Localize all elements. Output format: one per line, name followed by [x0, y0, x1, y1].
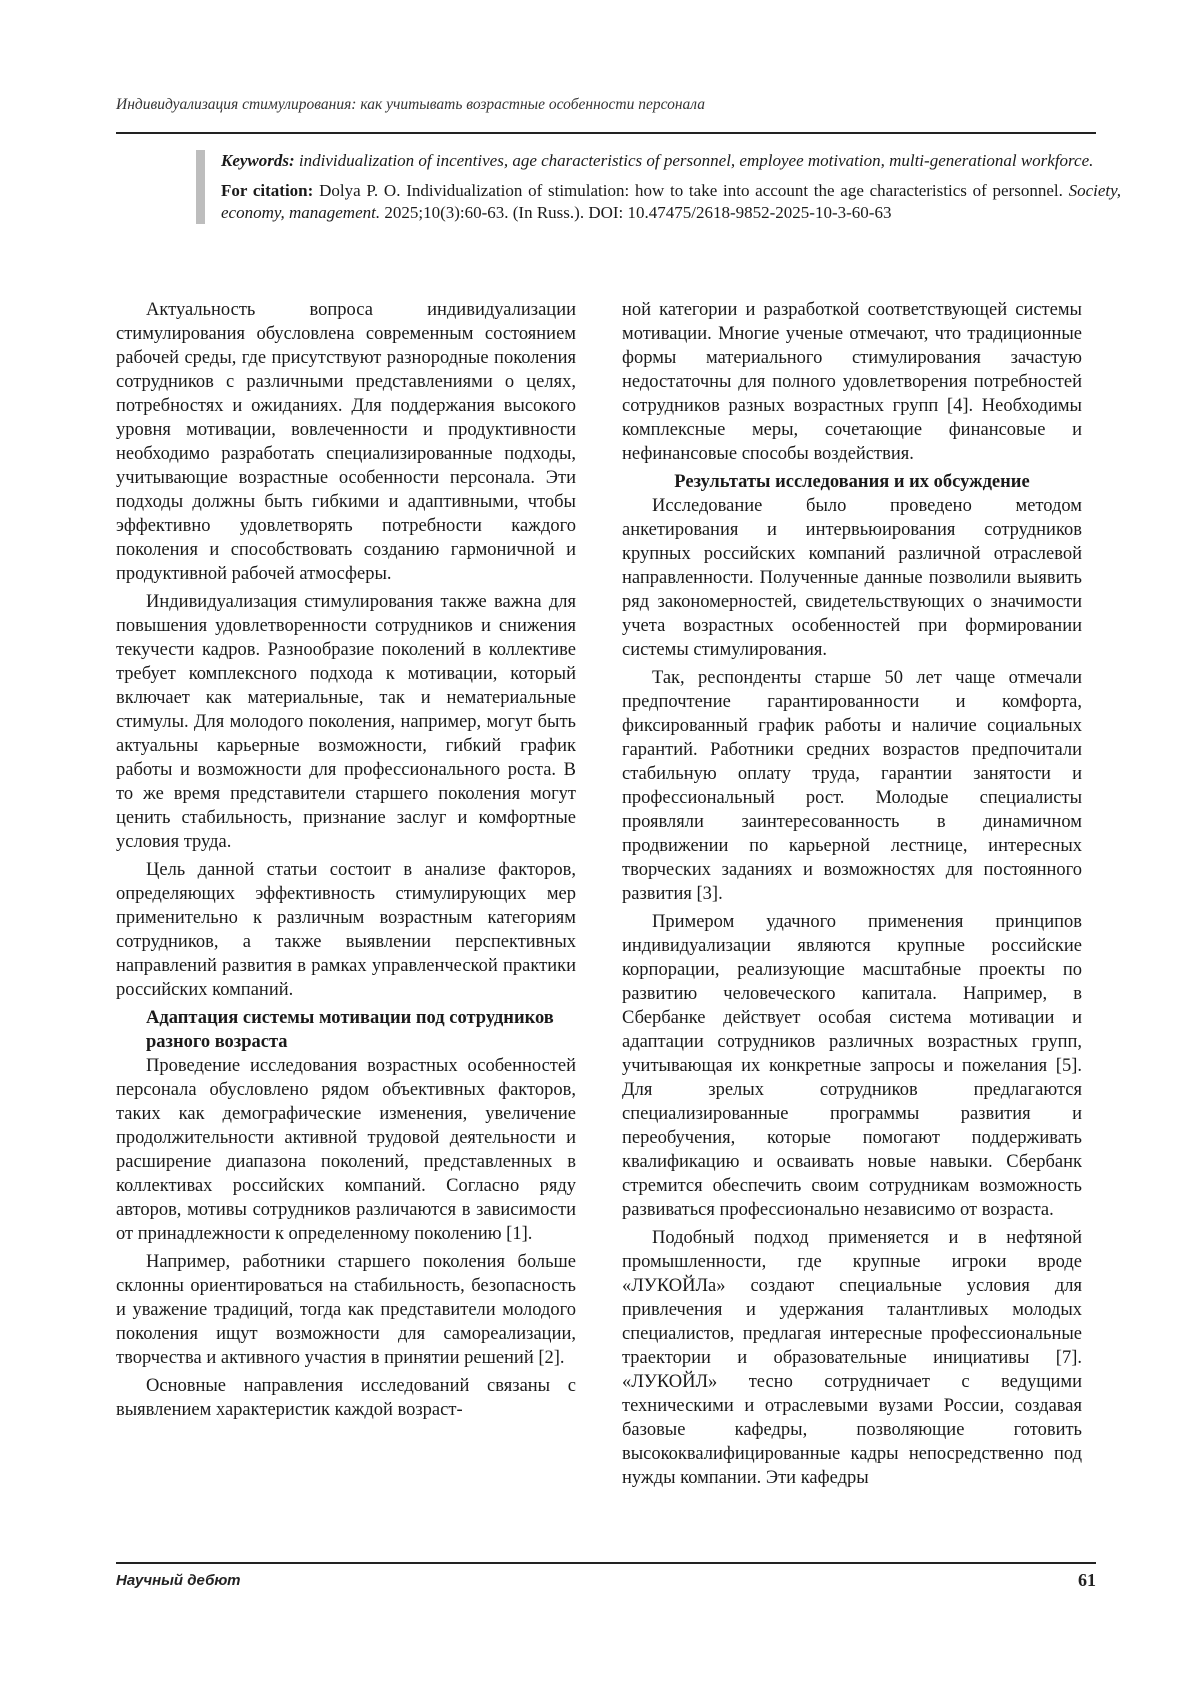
left-paragraph-1: Актуальность вопроса индивидуализации стимулирования обусловлена современным состоянием рабочей среды, где присутствуют разнородные поколения сотрудников с различными представлениями о целях, потребностях и ожиданиях. Для поддержания высокого уровня мотивации, вовлеченности и продуктивности необходимо разработать специализированные подходы, учитывающие возрастные особенности персонала. Эти подходы должны быть гибкими и адаптивными, чтобы эффективно удовлетворять потребности каждого поколения и способствовать созданию гармоничной и продуктивной рабочей атмосферы.: [116, 300, 576, 584]
left-paragraph-3: Цель данной статьи состоит в анализе факторов, определяющих эффективность стимулирующих мер применительно к различным возрастным категориям сотрудников, а также выявлении перспективных направлений развития в рамках управленческой практики российских компаний.: [116, 860, 576, 1000]
citation-journal: Society, economy, management.: [221, 181, 1122, 222]
footer-journal-name: Научный дебют: [116, 1572, 241, 1589]
header-divider: [116, 132, 1096, 134]
left-paragraph-5: Например, работники старшего поколения больше склонны ориентироваться на стабильность, безопасность и уважение традиций, тогда как представители молодого поколения ищут возможности для самореализации, творчества и активного участия в принятии решений [2].: [116, 1252, 576, 1368]
right-paragraph-3: Примером удачного применения принципов индивидуализации являются крупные российские корпорации, реализующие масштабные проекты по развитию человеческого капитала. Например, в Сбербанке действует особая система мотивации и адаптации сотрудников различных возрастных групп, учитывающая их конкретные запросы и пожелания [5]. Для зрелых сотрудников предлагаются специализированные программы развития и переобучения, которые помогают поддерживать квалификацию и осваивать новые навыки. Сбербанк стремится обеспечить своим сотрудникам возможность развиваться профессионально независимо от возраста.: [622, 912, 1082, 1220]
keywords-label: Keywords:: [221, 151, 295, 170]
citation-paragraph: [221, 180, 1121, 224]
running-title: Индивидуализация стимулирования: как учитывать возрастные особенности персонала: [116, 96, 705, 113]
citation-part1: Dolya P. O. Individualization of stimulation: how to take into account the age characteristics of personnel.: [319, 181, 1063, 200]
footer-divider: [116, 1562, 1096, 1564]
left-paragraph-4: Проведение исследования возрастных особенностей персонала обусловлено рядом объективных факторов, таких как демографические изменения, увеличение продолжительности активной трудовой деятельности и расширение диапазона поколений, представленных в коллективах российских компаний. Согласно ряду авторов, мотивы сотрудников различаются в зависимости от принадлежности к определенному поколению [1].: [116, 1056, 576, 1244]
right-paragraph-2: Так, респонденты старше 50 лет чаще отмечали предпочтение гарантированности и комфорта, фиксированный график работы и наличие социальных гарантий. Работники средних возрастов предпочитали стабильную оплату труда, гарантии занятости и профессиональный рост. Молодые специалисты проявляли заинтересованность в динамичном продвижении по карьерной лестнице, интересных творческих заданиях и возможностях для постоянного развития [3].: [622, 668, 1082, 904]
keywords-paragraph: [221, 150, 1121, 172]
left-column: [116, 298, 576, 1426]
left-paragraph-2: Индивидуализация стимулирования также важна для повышения удовлетворенности сотрудников и снижения текучести кадров. Разнообразие поколений в коллективе требует комплексного подхода к мотивации, который включает как материальные, так и нематериальные стимулы. Для молодого поколения, например, могут быть актуальны карьерные возможности, гибкий график работы и возможности для профессионального роста. В то же время представители старшего поколения могут ценить стабильность, признание заслуг и комфортные условия труда.: [116, 592, 576, 852]
right-paragraph-4: Подобный подход применяется и в нефтяной промышленности, где крупные игроки вроде «ЛУКОЙЛа» создают специальные условия для привлечения и удержания талантливых молодых специалистов, предлагая интересные профессиональные траектории и образовательные инициативы [7]. «ЛУКОЙЛ» тесно сотрудничает с ведущими техническими и отраслевыми вузами России, создавая базовые кафедры, позволяющие готовить высококвалифицированные кадры непосредственно под нужды компании. Эти кафедры: [622, 1228, 1082, 1488]
right-paragraph-continued: ной категории и разработкой соответствующей системы мотивации. Многие ученые отмечают, что традиционные формы материального стимулирования зачастую недостаточны для полного удовлетворения потребностей сотрудников разных возрастных групп [4]. Необходимы комплексные меры, сочетающие финансовые и нефинансовые способы воздействия.: [622, 300, 1082, 464]
citation-part2: 2025;10(3):60-63. (In Russ.). DOI: 10.47475/2618-9852-2025-10-3-60-63: [384, 203, 892, 222]
right-paragraph-1: Исследование было проведено методом анкетирования и интервьюирования сотрудников крупных российских компаний различной отраслевой направленности. Полученные данные позволили выявить ряд закономерностей, свидетельствующих о значимости учета возрастных особенностей при формировании системы стимулирования.: [622, 496, 1082, 660]
citation-label: For citation:: [221, 181, 314, 200]
keywords-text: individualization of incentives, age characteristics of personnel, employee motivation, multi-generational workforce.: [298, 151, 1094, 170]
section-heading-adaptation: Адаптация системы мотивации под сотрудников разного возраста: [146, 1008, 554, 1052]
section-heading-results: Результаты исследования и их обсуждение: [674, 472, 1030, 492]
right-column: [622, 298, 1082, 1494]
page-number: 61: [1078, 1570, 1096, 1590]
keywords-citation-block: [196, 150, 1121, 224]
left-paragraph-6: Основные направления исследований связаны с выявлением характеристик каждой возраст-: [116, 1376, 576, 1420]
